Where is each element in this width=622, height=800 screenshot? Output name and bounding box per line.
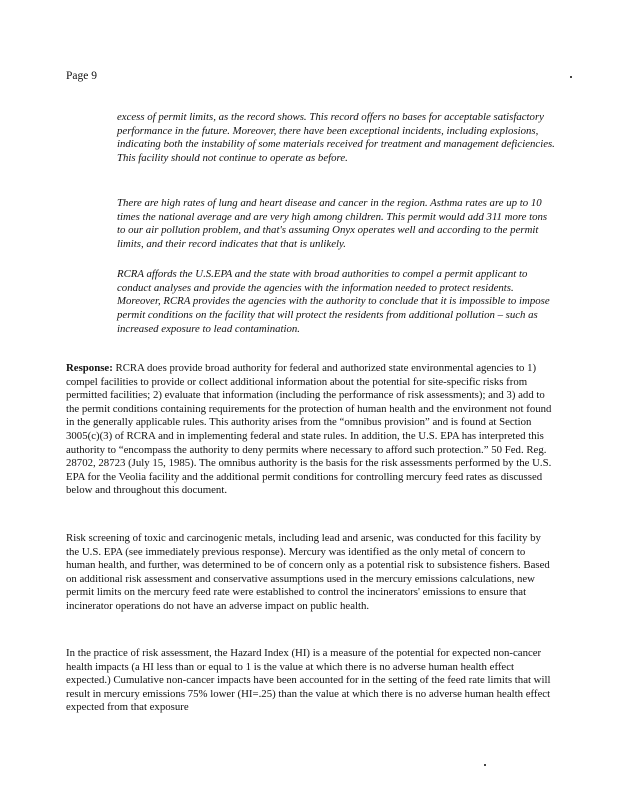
scan-speck-bottom [484,764,486,766]
response-label: Response: [66,362,113,374]
quoted-comment-1: excess of permit limits, as the record shows. This record offers no bases for acceptable satisfactory performance in the future. Moreover, there have been exceptional incidents, including explosions, indicating both the instability of some materials received for treatment and management deficiencies. This facility should not continue to operate as before. [117,111,555,165]
hazard-index-paragraph: In the practice of risk assessment, the Hazard Index (HI) is a measure of the potential for expected non-cancer health impacts (a HI less than or equal to 1 is the value at which there is no adverse human health effect expected.) Cumulative non-cancer impacts have been accounted for in the setting of the feed rate limits that will result in mercury emissions 75% lower (HI=.25) than the value at which there is no adverse human health effect expected from that exposure [66,647,551,714]
scan-speck-top [570,76,572,78]
page-number: Page 9 [66,70,97,82]
response-text: RCRA does provide broad authority for federal and authorized state environmental agencies to 1) compel facilities to provide or collect additional information about the potential for site-specific risks from permitted facilities; 2) evaluate that information (including the performance of risk assessments); and 3) add to the permit conditions containing requirements for the protection of human health and the environment not found in the generally applicable rules. This authority arises from the “omnibus provision” and is found at Section 3005(c)(3) of RCRA and in implementing federal and state rules. In addition, the U.S. EPA has interpreted this authority to “encompass the authority to deny permits where necessary to afford such protection.” 50 Fed. Reg. 28702, 28723 (July 15, 1985). The omnibus authority is the basis for the risk assessments performed by the U.S. EPA for the Veolia facility and the additional permit conditions for controlling mercury feed rates as discussed below and throughout this document. [66,362,552,497]
quoted-comment-3: RCRA affords the U.S.EPA and the state with broad authorities to compel a permit applicant to conduct analyses and provide the agencies with the information needed to protect residents. Moreover, RCRA provides the agencies with the authority to conclude that it is impossible to impose permit conditions on the facility that will protect the residents from additional pollution – such as increased exposure to lead contamination. [117,268,550,335]
quoted-comment-2: There are high rates of lung and heart disease and cancer in the region. Asthma rates are up to 10 times the national average and are very high among children. This permit would add 311 more tons to our air pollution problem, and that's assuming Onyx operates well and according to the permit limits, and their record indicates that that is unlikely. [117,197,548,251]
risk-screening-paragraph: Risk screening of toxic and carcinogenic metals, including lead and arsenic, was conducted for this facility by the U.S. EPA (see immediately previous response). Mercury was identified as the only metal of concern to human health, and further, was determined to be of concern only as a potential risk to subsistence fishers. Based on additional risk assessment and conservative assumptions used in the mercury emissions calculations, new permit limits on the mercury feed rate were established to control the incinerators' emissions to ensure that incinerator operations do not have an adverse impact on public health. [66,532,550,612]
response-paragraph [66,362,556,498]
